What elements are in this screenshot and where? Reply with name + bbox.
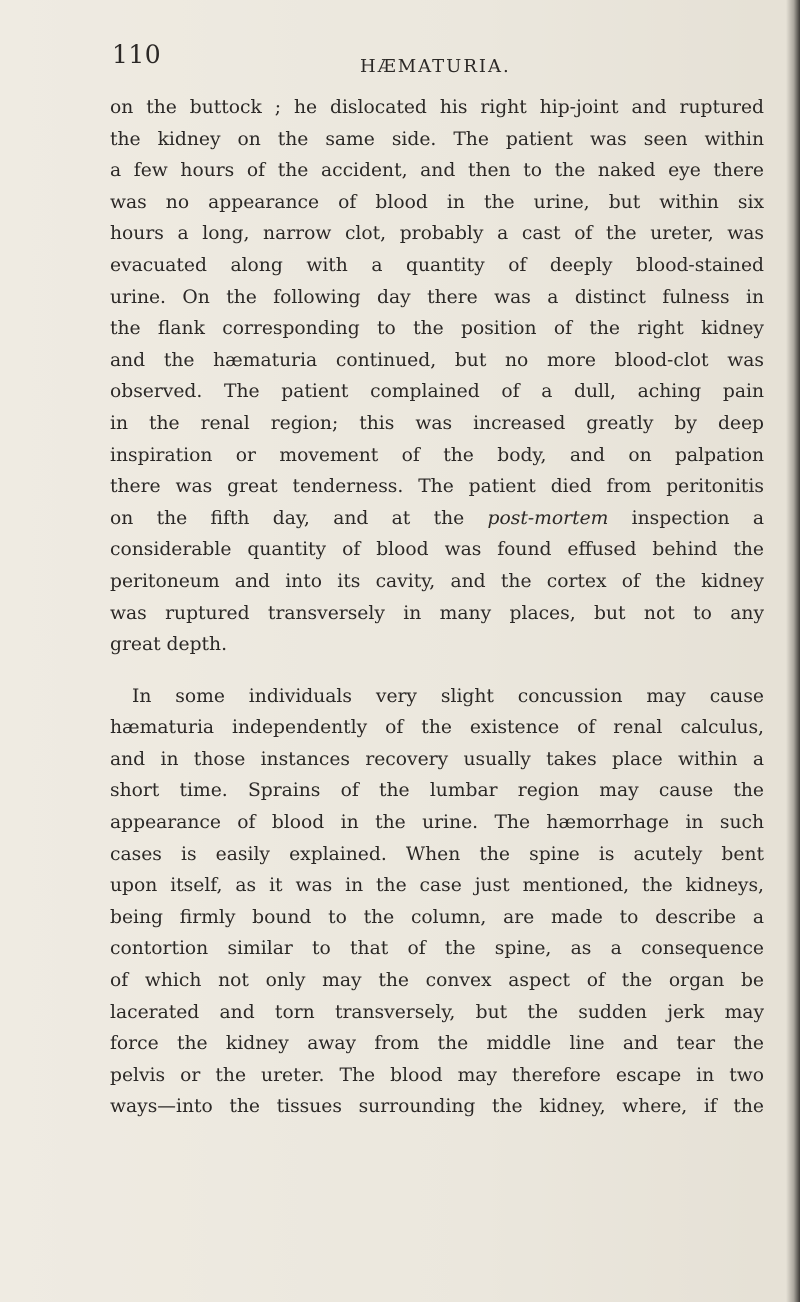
text-line: was no appearance of blood in the urine, but within six — [110, 191, 764, 213]
text-line: hours a long, narrow clot, probably a cast of the ureter, was — [110, 223, 764, 245]
text-line: upon itself, as it was in the case just mentioned, the kidneys, — [110, 875, 764, 897]
text-line: hæmaturia independently of the existence of renal calculus, — [110, 717, 764, 739]
text-line: the flank corresponding to the position of the right kidney — [110, 318, 764, 340]
text-segment: inspection a — [608, 507, 764, 529]
text-line: contortion similar to that of the spine, as a consequence — [110, 938, 764, 960]
running-head: HÆMATURIA. — [360, 56, 511, 77]
text-line: great depth. — [110, 634, 228, 656]
page-number: 110 — [112, 40, 162, 69]
text-line: there was great tenderness. The patient died from peritonitis — [110, 476, 764, 498]
text-line: appearance of blood in the urine. The hæmorrhage in such — [110, 812, 764, 834]
text-line: and in those instances recovery usually takes place within a — [110, 748, 764, 770]
text-line: short time. Sprains of the lumbar region may cause the — [110, 780, 764, 802]
paragraph-1 — [110, 92, 764, 661]
body-text — [110, 92, 764, 1123]
text-line-with-italic — [110, 503, 764, 535]
text-line: inspiration or movement of the body, and on palpation — [110, 444, 764, 466]
page-edge-shadow — [786, 0, 800, 1302]
text-line: considerable quantity of blood was found effused behind the — [110, 539, 764, 561]
text-line: the kidney on the same side. The patient was seen within — [110, 128, 764, 150]
text-line: evacuated along with a quantity of deeply blood-stained — [110, 254, 764, 276]
paragraph-2 — [110, 681, 764, 1123]
text-line: being firmly bound to the column, are made to describe a — [110, 906, 764, 928]
text-line: lacerated and torn transversely, but the sudden jerk may — [110, 1001, 764, 1023]
text-line: a few hours of the accident, and then to the naked eye there — [110, 160, 764, 182]
text-line: on the buttock ; he dislocated his right hip-joint and ruptured — [110, 97, 764, 118]
text-line: urine. On the following day there was a distinct fulness in — [110, 286, 764, 308]
text-line: ways—into the tissues surrounding the kidney, where, if the — [110, 1096, 764, 1118]
text-line: in the renal region; this was increased greatly by deep — [110, 412, 764, 434]
text-line: cases is easily explained. When the spine is acutely bent — [110, 843, 764, 865]
text-line: observed. The patient complained of a dull, aching pain — [110, 381, 764, 403]
text-line: peritoneum and into its cavity, and the cortex of the kidney — [110, 570, 764, 592]
text-line: of which not only may the convex aspect of the organ be — [110, 970, 764, 992]
text-line: pelvis or the ureter. The blood may therefore escape in two — [110, 1064, 764, 1086]
text-line: force the kidney away from the middle line and tear the — [110, 1033, 764, 1055]
text-segment: on the fifth day, and at the — [110, 507, 488, 529]
text-line: was ruptured transversely in many places, but not to any — [110, 602, 764, 624]
text-line: and the hæmaturia continued, but no more blood-clot was — [110, 349, 764, 371]
text-line: In some individuals very slight concussion may cause — [132, 685, 764, 707]
italic-phrase: post-mortem — [487, 507, 609, 529]
